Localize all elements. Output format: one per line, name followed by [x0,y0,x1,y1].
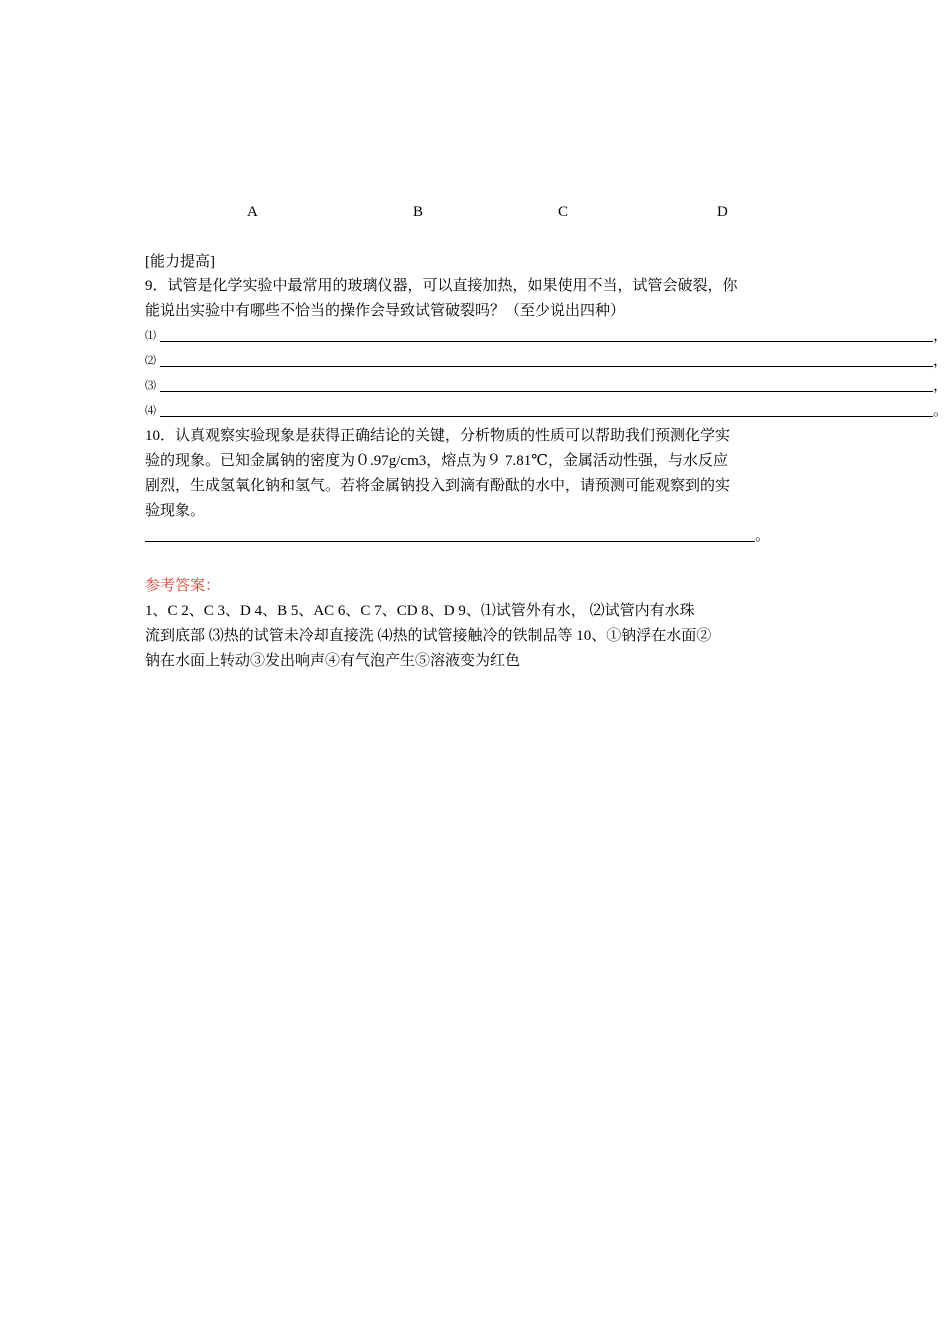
answer-blank-2[interactable] [145,352,949,370]
blank-number: ⑷ [145,405,156,417]
blank-number: ⑶ [145,380,156,392]
blank-underline [160,391,933,392]
blank-punctuation: ， [933,378,949,394]
option-label-c: C [558,204,569,220]
blank-underline [160,366,933,367]
option-label-a: A [247,204,258,220]
blank-number: ⑴ [145,330,156,342]
question-10-line-3: 剧烈，生成氢氧化钠和氢气。若将金属钠投入到滴有酚酞的水中，请预测可能观察到的实 [145,478,731,494]
answer-line-1: 1、C 2、C 3、D 4、B 5、AC 6、C 7、CD 8、D 9、⑴试管外有水， ⑵试管内有水珠 [145,603,695,619]
blank-punctuation: 。 [755,528,771,544]
answer-title: 参考答案： [145,578,221,594]
question-10-line-1: 10．认真观察实验现象是获得正确结论的关键，分析物质的性质可以帮助我们预测化学实 [145,428,731,444]
blank-underline [160,341,933,342]
answer-blank-3[interactable] [145,377,949,395]
blank-number: ⑵ [145,355,156,367]
question-10-line-2: 验的现象。已知金属钠的密度为０.97g/cm3，熔点为９ 7.81℃，金属活动性强，与水反应 [145,453,729,469]
option-label-b: B [413,204,424,220]
question-10-line-4: 验现象。 [145,503,206,519]
answer-blank-1[interactable] [145,327,949,345]
question-9-line-2: 能说出实验中有哪些不恰当的操作会导致试管破裂吗？（至少说出四种） [145,303,626,319]
option-label-d: D [717,204,728,220]
blank-underline [160,416,933,417]
answer-line-3: 钠在水面上转动③发出响声④有气泡产生⑤溶液变为红色 [145,653,521,669]
answer-blank-10[interactable] [145,527,775,545]
blank-underline [145,541,755,542]
answer-blank-4[interactable] [145,402,949,420]
answer-line-2: 流到底部 ⑶热的试管未冷却直接洗 ⑷热的试管接触冷的铁制品等 10、①钠浮在水面② [145,628,712,644]
section-title: [能力提高] [145,254,215,270]
blank-punctuation: ， [933,328,949,344]
blank-punctuation: ， [933,353,949,369]
question-9-line-1: 9．试管是化学实验中最常用的玻璃仪器，可以直接加热，如果使用不当，试管会破裂，你 [145,278,738,294]
blank-punctuation: 。 [933,403,949,419]
